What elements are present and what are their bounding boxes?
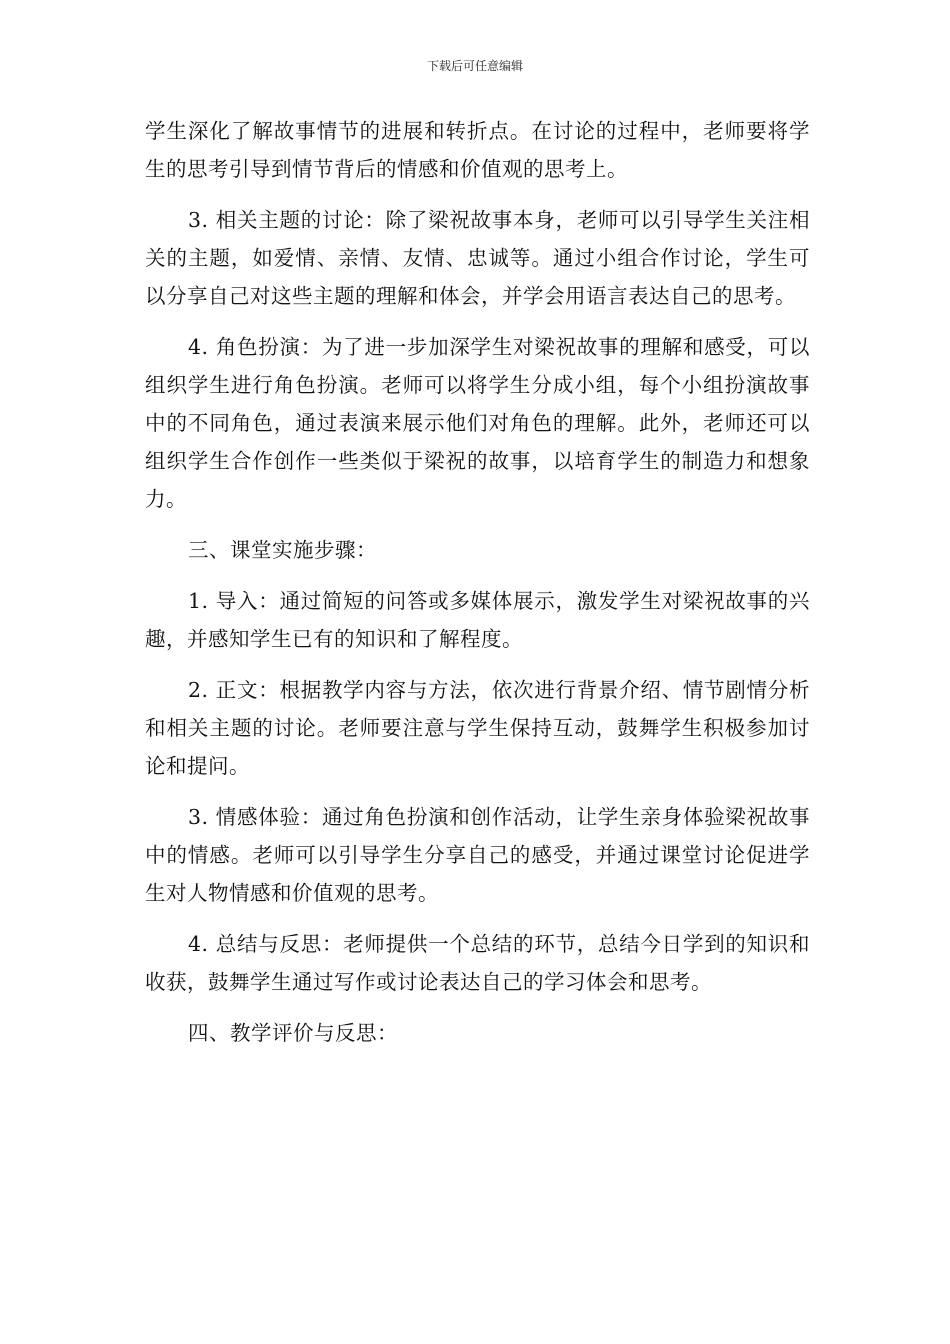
paragraph-step-intro: 1. 导入：通过简短的问答或多媒体展示，激发学生对梁祝故事的兴趣，并感知学生已有的知识和了解程度。 bbox=[145, 589, 810, 651]
paragraph-continuation: 学生深化了解故事情节的进展和转折点。在讨论的过程中，老师要将学生的思考引导到情节背后的情感和价值观的思考上。 bbox=[145, 119, 810, 181]
paragraph-role-play: 4. 角色扮演：为了进一步加深学生对梁祝故事的理解和感受，可以组织学生进行角色扮演。老师可以将学生分成小组，每个小组扮演故事中的不同角色，通过表演来展示他们对角色的理解。此外，老师还可以组织学生合作创作一些类似于梁祝的故事，以培育学生的制造力和想象力。 bbox=[145, 335, 810, 511]
paragraph-step-emotion: 3. 情感体验：通过角色扮演和创作活动，让学生亲身体验梁祝故事中的情感。老师可以引导学生分享自己的感受，并通过课堂讨论促进学生对人物情感和价值观的思考。 bbox=[145, 805, 810, 905]
paragraph-related-topics: 3. 相关主题的讨论：除了梁祝故事本身，老师可以引导学生关注相关的主题，如爱情、亲情、友情、忠诚等。通过小组合作讨论，学生可以分享自己对这些主题的理解和体会，并学会用语言表达自己的思考。 bbox=[145, 208, 810, 308]
section-heading-evaluation: 四、教学评价与反思： bbox=[188, 1021, 398, 1045]
section-heading-steps: 三、课堂实施步骤： bbox=[188, 538, 377, 562]
paragraph-step-main: 2. 正文：根据教学内容与方法，依次进行背景介绍、情节剧情分析和相关主题的讨论。老师要注意与学生保持互动，鼓舞学生积极参加讨论和提问。 bbox=[145, 678, 810, 778]
document-body bbox=[145, 112, 810, 1065]
paragraph-step-summary: 4. 总结与反思：老师提供一个总结的环节，总结今日学到的知识和收获，鼓舞学生通过写作或讨论表达自己的学习体会和思考。 bbox=[145, 932, 810, 994]
page-header: 下载后可任意编辑 bbox=[426, 59, 523, 73]
